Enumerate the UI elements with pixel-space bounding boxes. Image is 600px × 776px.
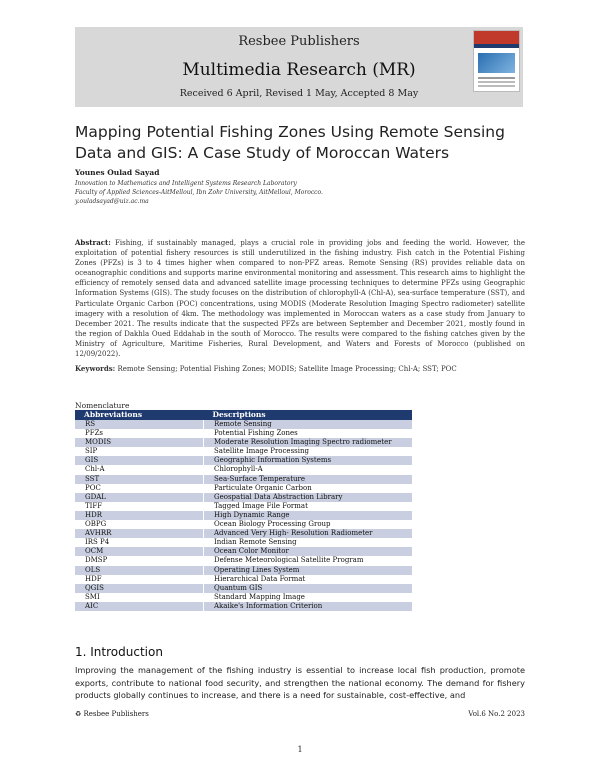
abbreviation-cell: OCM <box>75 547 204 556</box>
abbreviation-cell: Chl-A <box>75 465 204 474</box>
recycle-icon: ♻ <box>75 710 82 718</box>
table-row <box>75 593 412 602</box>
abstract-label: Abstract: <box>75 238 111 247</box>
abbreviation-cell: SST <box>75 475 204 484</box>
table-row <box>75 456 412 465</box>
keywords <box>75 364 525 373</box>
table-row <box>75 429 412 438</box>
description-cell: Tagged Image File Format <box>204 502 413 511</box>
table-header: Abbreviations <box>75 410 204 420</box>
received-dates: Received 6 April, Revised 1 May, Accepted 8 May <box>179 88 419 99</box>
abbreviation-cell: PFZs <box>75 429 204 438</box>
footer-publisher <box>75 710 149 718</box>
table-row <box>75 493 412 502</box>
table-row <box>75 602 412 611</box>
table-row <box>75 556 412 565</box>
abbreviation-cell: IRS P4 <box>75 538 204 547</box>
description-cell: Hierarchical Data Format <box>204 575 413 584</box>
nomenclature-title: Nomenclature <box>75 401 130 410</box>
affiliation-line: Faculty of Applied Sciences-AitMelloul, Ibn Zohr University, AitMelloul, Morocco. <box>75 189 323 196</box>
table-row <box>75 447 412 456</box>
description-cell: Quantum GIS <box>204 584 413 593</box>
abstract-text: Fishing, if sustainably managed, plays a crucial role in providing jobs and feeding the world. However, the exploitation of potential fishery resources is still underutilized in the fishing industry. Fish catch in the Potential Fishing Zones (PFZs) is 3 to 4 times higher when compared to non-PFZ areas. Remote Sensing (RS) provides reliable data on oceanographic conditions and supports marine environmental monitoring and assessment. This research aims to highlight the efficiency of remotely sensed data and advanced satellite image processing techniques to determine PFZs using Geographic Information Systems (GIS). The study focuses on the distribution of chlorophyll-A (Chl-A), sea-surface temperature (SST), and Particulate Organic Carbon (POC) concentrations, using MODIS (Moderate Resolution Imaging Spectro radiometer) satellite imagery with a resolution of 4km. The methodology was implemented in Moroccan waters as a case study from January to December 2021. The results indicate that the suspected PFZs are between September and December 2021, mostly found in the region of Dakhla Oued Eddahab in the south of Morocco. The results were compared to the fishing catches given by the Ministry of Agriculture, Maritime Fisheries, Rural Development, and Waters and Forests of Morocco (published on 12/09/2022). <box>75 239 525 359</box>
description-cell: Remote Sensing <box>204 420 413 429</box>
table-row <box>75 475 412 484</box>
page-number: 1 <box>297 745 303 754</box>
affiliation-line: Innovation to Mathematics and Intelligent Systems Research Laboratory <box>75 180 297 187</box>
article-title: Mapping Potential Fishing Zones Using Remote Sensing Data and GIS: A Case Study of Moroccan Waters <box>75 123 505 162</box>
abbreviation-cell: AVHRR <box>75 529 204 538</box>
table-row <box>75 584 412 593</box>
keywords-text: Remote Sensing; Potential Fishing Zones; MODIS; Satellite Image Processing; Chl-A; SST; POC <box>117 365 457 373</box>
abbreviation-cell: GDAL <box>75 493 204 502</box>
introduction-text: Improving the management of the fishing industry is essential to increase local fish production, promote exports, contribute to national food security, and strengthen the national economy. The demand for fishery products globally continues to increase, and there is a need for sustainable, cost-effective, and <box>75 665 525 701</box>
table-row <box>75 465 412 474</box>
journal-title: Multimedia Research (MR) <box>182 60 416 80</box>
table-row <box>75 502 412 511</box>
nomenclature-table <box>75 410 412 611</box>
description-cell: Advanced Very High- Resolution Radiometer <box>204 529 413 538</box>
keywords-label: Keywords: <box>75 364 116 373</box>
abbreviation-cell: TIFF <box>75 502 204 511</box>
abbreviation-cell: OBPG <box>75 520 204 529</box>
footer-volume: Vol.6 No.2 2023 <box>468 710 525 718</box>
abbreviation-cell: HDF <box>75 575 204 584</box>
description-cell: Potential Fishing Zones <box>204 429 413 438</box>
description-cell: Particulate Organic Carbon <box>204 484 413 493</box>
author-email: y.ouladsayad@uiz.ac.ma <box>75 198 149 205</box>
description-cell: Akaike's Information Criterion <box>204 602 413 611</box>
table-row <box>75 484 412 493</box>
description-cell: Moderate Resolution Imaging Spectro radiometer <box>204 438 413 447</box>
footer-publisher-label: Resbee Publishers <box>83 710 149 718</box>
table-row <box>75 547 412 556</box>
publisher-name: Resbee Publishers <box>238 34 360 49</box>
description-cell: Standard Mapping Image <box>204 593 413 602</box>
table-row <box>75 520 412 529</box>
description-cell: Geographic Information Systems <box>204 456 413 465</box>
abbreviation-cell: MODIS <box>75 438 204 447</box>
abbreviation-cell: DMSP <box>75 556 204 565</box>
journal-cover-thumbnail <box>473 30 520 92</box>
table-row <box>75 438 412 447</box>
description-cell: Sea-Surface Temperature <box>204 475 413 484</box>
abbreviation-cell: HDR <box>75 511 204 520</box>
description-cell: Geospatial Data Abstraction Library <box>204 493 413 502</box>
table-row <box>75 511 412 520</box>
table-row <box>75 575 412 584</box>
description-cell: High Dynamic Range <box>204 511 413 520</box>
table-row <box>75 529 412 538</box>
description-cell: Indian Remote Sensing <box>204 538 413 547</box>
description-cell: Ocean Color Monitor <box>204 547 413 556</box>
abstract <box>75 238 525 359</box>
description-cell: Chlorophyll-A <box>204 465 413 474</box>
author-affiliation <box>75 179 525 206</box>
description-cell: Defense Meteorological Satellite Program <box>204 556 413 565</box>
table-row <box>75 566 412 575</box>
table-row <box>75 420 412 429</box>
table-row <box>75 538 412 547</box>
table-header: Descriptions <box>204 410 413 420</box>
abbreviation-cell: OLS <box>75 566 204 575</box>
abbreviation-cell: AIC <box>75 602 204 611</box>
abbreviation-cell: SIP <box>75 447 204 456</box>
abbreviation-cell: SMI <box>75 593 204 602</box>
description-cell: Ocean Biology Processing Group <box>204 520 413 529</box>
abbreviation-cell: QGIS <box>75 584 204 593</box>
table-header-row <box>75 410 412 420</box>
description-cell: Operating Lines System <box>204 566 413 575</box>
description-cell: Satellite Image Processing <box>204 447 413 456</box>
abbreviation-cell: POC <box>75 484 204 493</box>
abbreviation-cell: RS <box>75 420 204 429</box>
abbreviation-cell: GIS <box>75 456 204 465</box>
author-name: Younes Oulad Sayad <box>75 168 160 177</box>
section-heading: 1. Introduction <box>75 645 163 659</box>
